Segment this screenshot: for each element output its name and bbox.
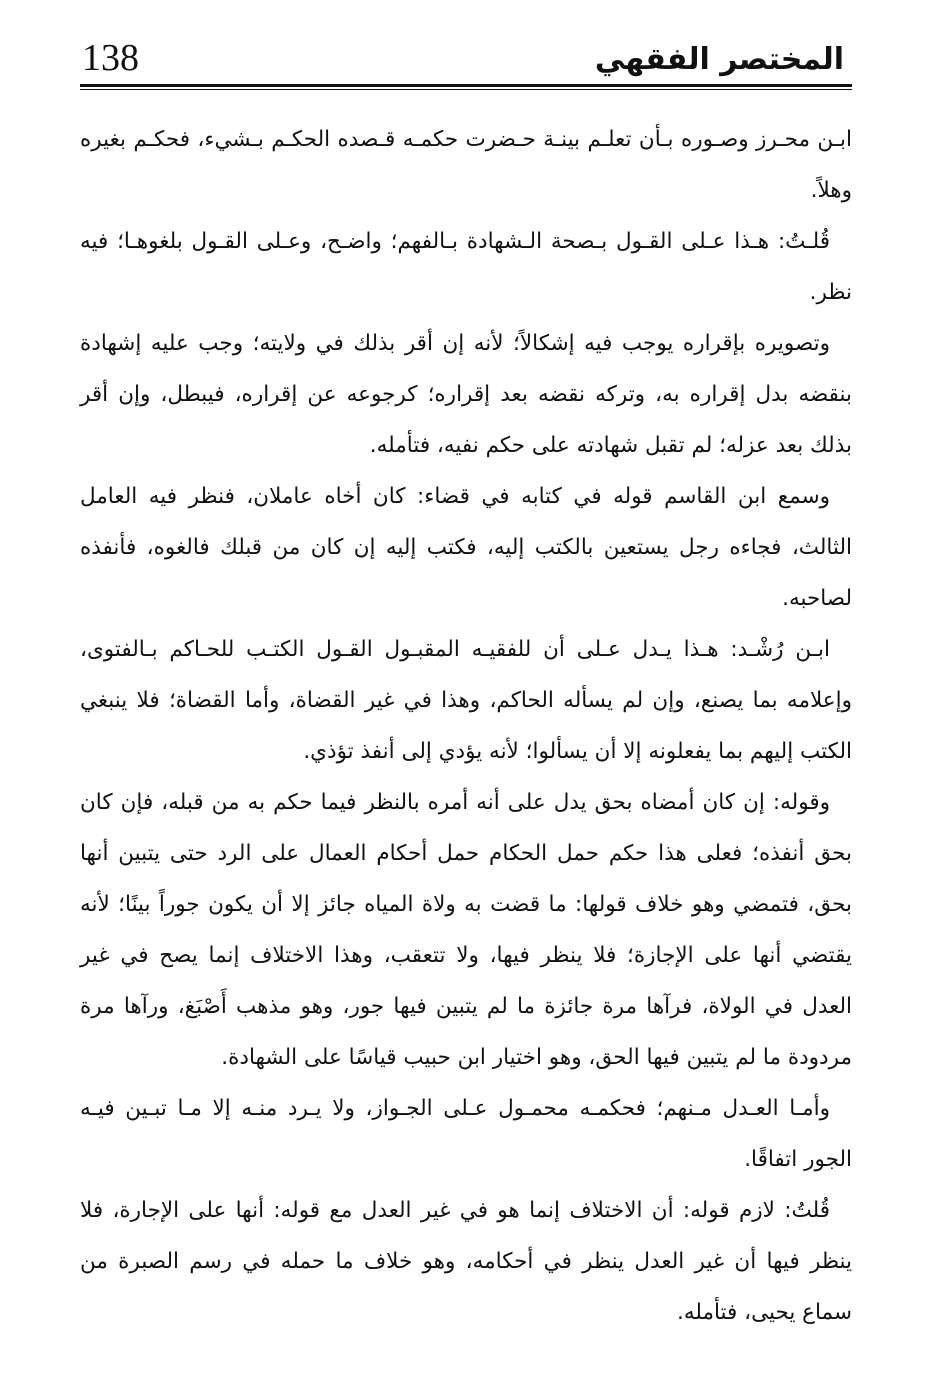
paragraph — [80, 318, 852, 471]
paragraph-lead: ابـن رُشْـد: — [730, 637, 830, 662]
paragraph-text: هـذا يـدل عـلى أن للفقيـه المقبـول القـول الكتـب للحـاكم بـالفتوى، وإعلامه بما يصنع، وإن لم يسأله الحاكم، وهذا في غير القضاة، وأما القضاة؛ فلا ينبغي الكتب إليهم بما يفعلونه إلا أن يسألوا؛ لأنه يؤدي إلى أنفذ تؤذي. — [80, 637, 852, 764]
paragraph — [80, 777, 852, 1083]
paragraph — [80, 471, 852, 624]
paragraph-text: لازم قوله: أن الاختلاف إنما هو في غير العدل مع قوله: أنها على الإجارة، فلا ينظر فيها أن غير العدل ينظر في أحكامه، وهو خلاف ما حمله في رسم الصبرة من سماع يحيى، فتأمله. — [80, 1198, 852, 1325]
paragraph-lead: قُلتُ: — [784, 1198, 830, 1223]
book-title: المختصر الفقهي — [594, 42, 844, 77]
paragraph-text: ابـن محـرز وصـوره بـأن تعلـم بينـة حـضرت حكمـه قـصده الحكـم بـشيء، فحكـم بغيره وهلاً. — [80, 127, 852, 203]
paragraph-text: هـذا عـلى القـول بـصحة الـشهادة بـالفهم؛ واضـح، وعـلى القـول بلغوهـا؛ فيه نظر. — [80, 229, 852, 305]
paragraph-text: وأمـا العـدل مـنهم؛ فحكمـه محمـول عـلى الجـواز، ولا يـرد منـه إلا مـا تبـين فيـه الجور اتفاقًا. — [80, 1096, 852, 1172]
paragraph — [80, 216, 852, 318]
paragraph-text: وقوله: إن كان أمضاه بحق يدل على أنه أمره بالنظر فيما حكم به من قبله، فإن كان بحق أنفذه؛ فعلى هذا حكم حمل الحكام حمل أحكام العمال على الرد حتى يتبين أنها بحق، فتمضي وهو خلاف قولها: ما قضت به ولاة المياه جائز إلا أن يكون جوراً بينًا؛ لأنه يقتضي أنها على الإجازة؛ فلا ينظر فيها، ولا تتعقب، وهذا الاختلاف إنما يصح في غير العدل في الولاة، فرآها مرة جائزة ما لم يتبين فيها جور، وهو مذهب أَصْبَغ، ورآها مرة مردودة ما لم يتبين فيها الحق، وهو اختيار ابن حبيب قياسًا على الشهادة. — [80, 790, 852, 1070]
page-number: 138 — [82, 37, 139, 79]
paragraph-lead: قُلـتُ: — [777, 229, 830, 254]
paragraph — [80, 114, 852, 216]
header-rule-thin — [80, 89, 852, 90]
paragraph — [80, 1185, 852, 1338]
paragraph-text: وتصويره بإقراره يوجب فيه إشكالاً؛ لأنه إن أقر بذلك في ولايته؛ وجب عليه إشهادة بنقضه بدل إقراره به، وتركه نقضه بعد إقراره؛ كرجوعه عن إقراره، فيبطل، وإن أقر بذلك بعد عزله؛ لم تقبل شهادته على حكم نفيه، فتأمله. — [80, 331, 852, 458]
page-body — [80, 114, 852, 1338]
header-rule-thick — [80, 84, 852, 87]
paragraph — [80, 1083, 852, 1185]
paragraph — [80, 624, 852, 777]
page-header — [80, 30, 852, 92]
paragraph-text: وسمع ابن القاسم قوله في كتابه في قضاء: كان أخاه عاملان، فنظر فيه العامل الثالث، فجاءه رجل يستعين بالكتب إليه، فكتب إليه إن كان من قبلك فالغوه، فأنفذه لصاحبه. — [80, 484, 852, 611]
